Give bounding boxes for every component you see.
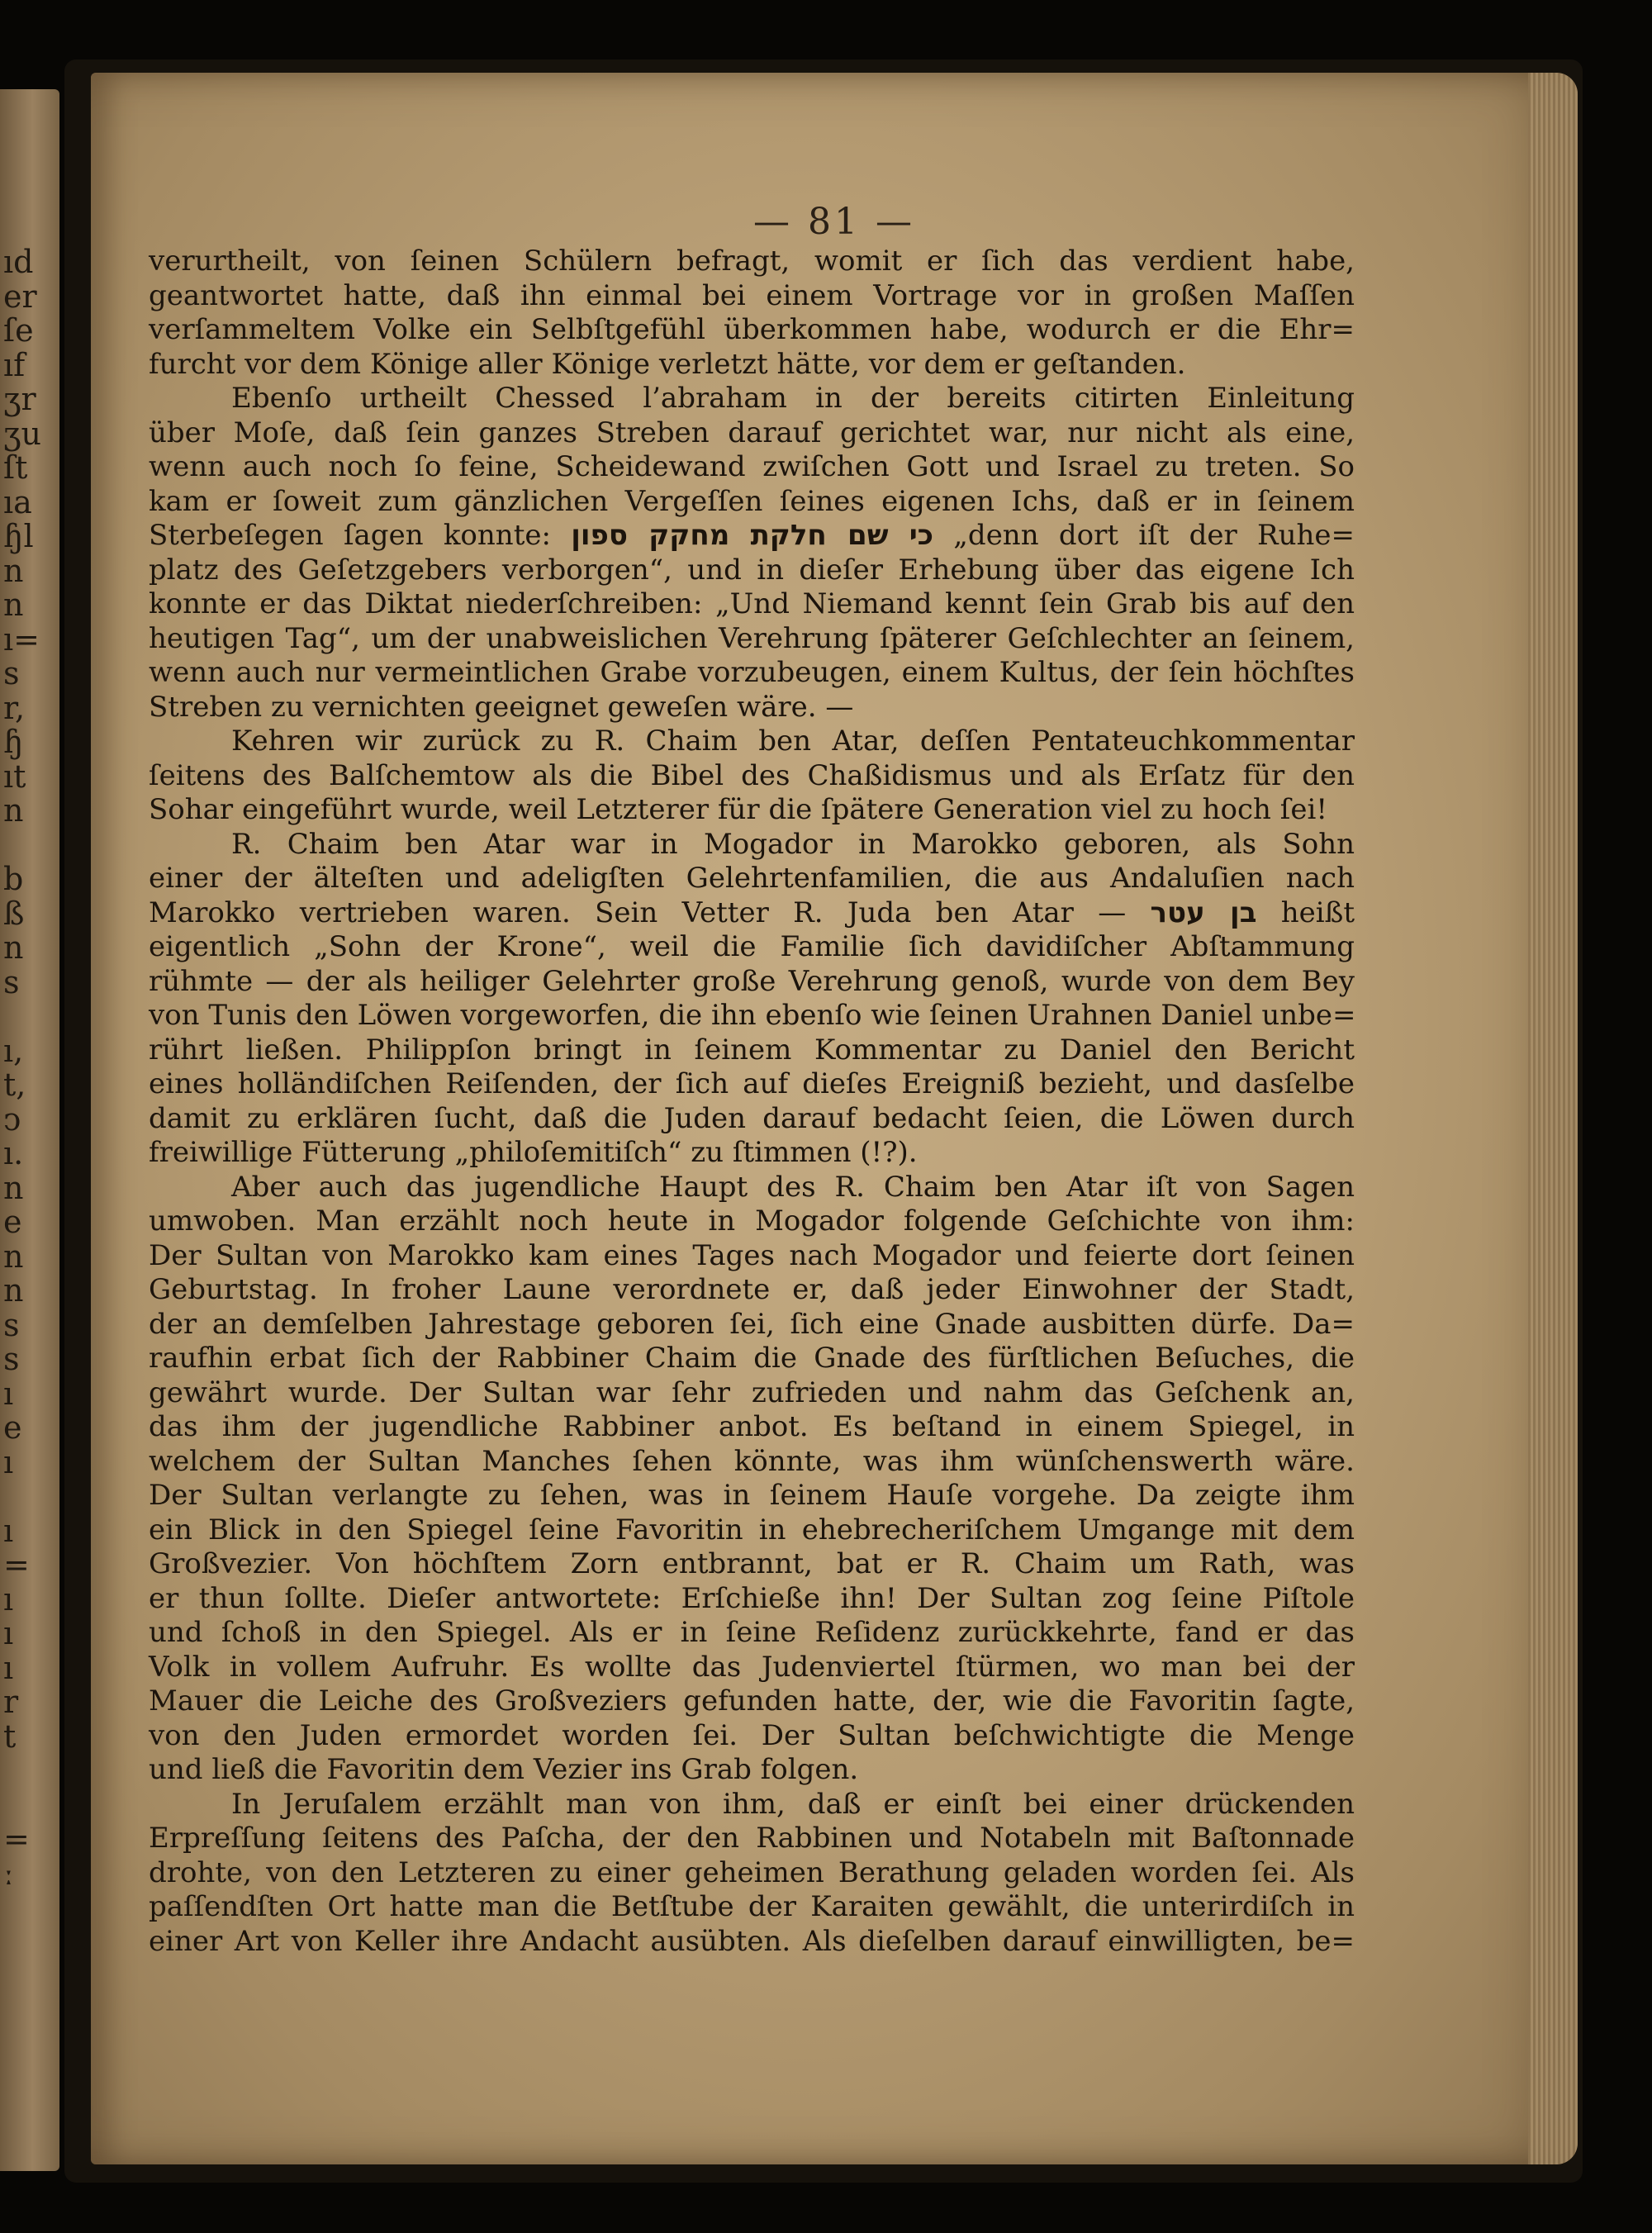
- text-line: Erpreſſung ſeitens des Paſcha, der den Rabbinen und Notabeln mit Baſtonnade: [149, 1822, 1355, 1855]
- page-body: [149, 245, 1355, 1959]
- left-page-fragment: s: [3, 1341, 20, 1377]
- page-edges: [1528, 73, 1578, 2164]
- text-line: furcht vor dem Könige aller Könige verletzt hätte, vor dem er geſtanden.: [149, 347, 1186, 381]
- text-line: und ſchoß in den Spiegel. Als er in ſeine Reſidenz zurückkehrte, fand er das: [149, 1616, 1355, 1649]
- left-page-fragment: n: [3, 792, 24, 829]
- text-line: und ließ die Favoritin dem Vezier ins Grab folgen.: [149, 1753, 859, 1786]
- text-line: rührt ließen. Philippſon bringt in ſeinem Kommentar zu Daniel den Bericht: [149, 1033, 1355, 1067]
- text-line: platz des Geſetzgebers verborgen“, und in dieſer Erhebung über das eigene Ich: [149, 553, 1355, 587]
- left-page-fragment: ı=: [3, 620, 40, 658]
- left-page-fragment: ſt: [3, 449, 28, 486]
- left-page-fragment: ı.: [3, 1135, 24, 1171]
- left-page-fragment: ı: [3, 1512, 14, 1549]
- text-line: Volk in vollem Aufruhr. Es wollte das Judenviertel ſtürmen, wo man bei der: [149, 1650, 1355, 1684]
- left-page-fragment: ɧ: [3, 724, 24, 760]
- left-page-fragment: s: [3, 1306, 20, 1343]
- left-page-fragment: ß: [3, 895, 25, 932]
- left-page-fragment: ı,: [3, 1032, 24, 1069]
- text-line: In Jeruſalem erzählt man von ihm, daß er einſt bei einer drückenden: [231, 1787, 1355, 1821]
- text-line: über Moſe, daß ſein ganzes Streben darauf gerichtet war, nur nicht als eine,: [149, 416, 1355, 449]
- text-segment: Marokko vertrieben waren. Sein Vetter R. Juda ben Atar —: [149, 896, 1151, 929]
- left-page-fragment: ſe: [3, 312, 34, 349]
- text-line: Streben zu vernichten geeignet geweſen wäre. —: [149, 690, 854, 724]
- left-page-fragment: ı: [3, 1443, 14, 1480]
- text-line: Ebenſo urtheilt Chessed l’abraham in der bereits citirten Einleitung: [231, 382, 1355, 415]
- left-page-fragment: e: [3, 1409, 22, 1446]
- text-line: Der Sultan verlangte zu ſehen, was in ſeinem Hauſe vorgehe. Da zeigte ihm: [149, 1479, 1355, 1512]
- text-line: Der Sultan von Marokko kam eines Tages nach Mogador und feierte dort ſeinen: [149, 1238, 1355, 1272]
- text-line: drohte, von den Letzteren zu einer geheimen Berathung geladen worden ſei. Als: [149, 1855, 1355, 1889]
- text-line: heutigen Tag“, um der unabweislichen Verehrung ſpäterer Geſchlechter an ſeinem,: [149, 621, 1355, 655]
- left-page-fragment: s: [3, 963, 20, 1000]
- left-page-fragment: ↄ: [3, 1100, 21, 1138]
- left-page-fragment: b: [3, 861, 24, 897]
- text-line: der an demſelben Jahrestage geboren ſei, ſich eine Gnade ausbitten dürfe. Da=: [149, 1307, 1355, 1341]
- text-line: raufhin erbat ſich der Rabbiner Chaim die Gnade des fürſtlichen Beſuches, die: [149, 1342, 1355, 1375]
- left-page-fragment: n: [3, 552, 24, 589]
- text-line: Aber auch das jugendliche Haupt des R. Chaim ben Atar iſt von Sagen: [231, 1170, 1355, 1204]
- text-line: ein Blick in den Spiegel ſeine Favoritin in ehebrecheriſchem Umgange mit dem: [149, 1513, 1355, 1546]
- text-line: wenn auch noch ſo feine, Scheidewand zwiſchen Gott und Israel zu treten. So: [149, 450, 1355, 483]
- text-line: einer Art von Keller ihre Andacht ausübten. Als dieſelben darauf einwilligten, be=: [149, 1924, 1355, 1958]
- text-line: Mauer die Leiche des Großveziers gefunden hatte, der, wie die Favoritin ſagte,: [149, 1684, 1355, 1718]
- text-line: konnte er das Diktat niederſchreiben: „Und Niemand kennt ſein Grab bis auf den: [149, 587, 1355, 620]
- left-page-fragment: r: [3, 1684, 19, 1720]
- text-line: paſſendſten Ort hatte man die Betſtube der Karaiten gewählt, die unterirdiſch in: [149, 1890, 1355, 1923]
- left-page-fragment: s: [3, 655, 20, 691]
- left-page-fragment: er: [3, 278, 37, 315]
- left-page-fragment: ıa: [3, 483, 32, 520]
- left-page-fragment: =: [3, 1546, 30, 1583]
- left-page-fragment: ɧl: [3, 518, 34, 554]
- text-line: freiwillige Fütterung „philoſemitiſch“ zu ſtimmen (!?).: [149, 1136, 918, 1169]
- text-line: ſeitens des Balſchemtow als die Bibel des Chaßidismus und als Erſatz für den: [149, 758, 1355, 792]
- left-page-fragment: ıd: [3, 244, 34, 280]
- left-page-fragment: t: [3, 1718, 17, 1755]
- adjacent-left-page: [0, 89, 59, 2171]
- text-line: umwoben. Man erzählt noch heute in Mogador folgende Geſchichte von ihm:: [149, 1204, 1355, 1238]
- left-page-fragment: n: [3, 587, 24, 623]
- left-page-fragment: n: [3, 1238, 24, 1275]
- left-page-fragment: ı: [3, 1375, 14, 1412]
- text-line: gewährt wurde. Der Sultan war ſehr zufrieden und nahm das Geſchenk an,: [149, 1375, 1355, 1409]
- hebrew-quote: כי שם חלקת מחקק ספון: [571, 519, 934, 552]
- text-line: das ihm der jugendliche Rabbiner anbot. Es beſtand in einem Spiegel, in: [149, 1410, 1355, 1443]
- text-line: Geburtstag. In froher Laune verordnete er, daß jeder Einwohner der Stadt,: [149, 1273, 1355, 1306]
- text-line: geantwortet hatte, daß ihn einmal bei einem Vortrage vor in großen Maſſen: [149, 278, 1355, 312]
- text-line: [149, 519, 1355, 553]
- text-line: verſammeltem Volke ein Selbſtgefühl überkommen habe, wodurch er die Ehr=: [149, 313, 1355, 346]
- left-page-fragment: n: [3, 929, 24, 966]
- page-number: — 81 —: [753, 201, 915, 243]
- left-page-fragment: ʒu: [3, 415, 41, 452]
- text-line: er thun ſollte. Dieſer antwortete: Erſchieße ihn! Der Sultan zog ſeine Piſtole: [149, 1581, 1355, 1615]
- left-page-fragment: ı: [3, 1580, 14, 1618]
- left-page-fragment: r,: [3, 689, 26, 726]
- text-line: von den Juden ermordet worden ſei. Der Sultan beſchwichtigte die Menge: [149, 1718, 1355, 1752]
- text-line: eigentlich „Sohn der Krone“, weil die Familie ſich davidiſcher Abſtammung: [149, 930, 1355, 963]
- text-line: Großvezier. Von höchſtem Zorn entbrannt, bat er R. Chaim um Rath, was: [149, 1547, 1355, 1580]
- left-page-fragment: ː: [3, 1855, 14, 1892]
- text-line: [149, 896, 1355, 931]
- text-line: kam er ſoweit zum gänzlichen Vergeſſen ſeines eigenen Ichs, daß er in ſeinem: [149, 484, 1355, 518]
- book-page: [91, 73, 1578, 2164]
- text-line: rühmte — der als heiliger Gelehrter große Verehrung genoß, wurde von dem Bey: [149, 964, 1355, 998]
- text-line: von Tunis den Löwen vorgeworfen, die ihn ebenſo wie ſeinen Urahnen Daniel unbe=: [149, 999, 1356, 1032]
- text-line: welchem der Sultan Manches ſehen könnte, was ihm wünſchenswerth wäre.: [149, 1444, 1355, 1478]
- text-line: Kehren wir zurück zu R. Chaim ben Atar, deſſen Pentateuchkommentar: [231, 725, 1355, 758]
- text-line: einer der älteſten und adeligſten Gelehrtenfamilien, die aus Andaluſien nach: [149, 862, 1355, 895]
- left-page-fragment: ıt: [3, 758, 26, 795]
- left-page-fragment: e: [3, 1204, 22, 1240]
- text-line: wenn auch nur vermeintlichen Grabe vorzubeugen, einem Kultus, der ſein höchſtes: [149, 656, 1355, 689]
- text-line: R. Chaim ben Atar war in Mogador in Marokko geboren, als Sohn: [231, 827, 1355, 861]
- text-segment: Sterbeſegen ſagen konnte:: [149, 519, 572, 552]
- text-segment: „denn dort iſt der Ruhe=: [933, 519, 1355, 552]
- text-line: verurtheilt, von ſeinen Schülern befragt, womit er ſich das verdient habe,: [149, 245, 1355, 278]
- left-page-fragment: =: [3, 1821, 30, 1857]
- left-page-fragment: n: [3, 1169, 24, 1206]
- left-page-fragment: t,: [3, 1067, 26, 1103]
- text-line: eines holländiſchen Reiſenden, der ſich auf dieſes Ereigniß bezieht, und dasſelbe: [149, 1067, 1355, 1100]
- text-line: damit zu erklären ſucht, daß die Juden darauf bedacht ſeien, die Löwen durch: [149, 1101, 1355, 1135]
- left-page-fragment: ıf: [3, 346, 26, 383]
- hebrew-quote: בן עטר: [1150, 896, 1257, 929]
- left-page-fragment: ı: [3, 1615, 14, 1651]
- left-page-fragment: ı: [3, 1649, 14, 1686]
- text-segment: heißt: [1256, 896, 1355, 929]
- left-page-fragment: n: [3, 1272, 24, 1309]
- left-page-fragment: ʒr: [3, 381, 36, 417]
- text-line: Sohar eingeführt wurde, weil Letzterer für die ſpätere Generation viel zu hoch ſei!: [149, 793, 1327, 826]
